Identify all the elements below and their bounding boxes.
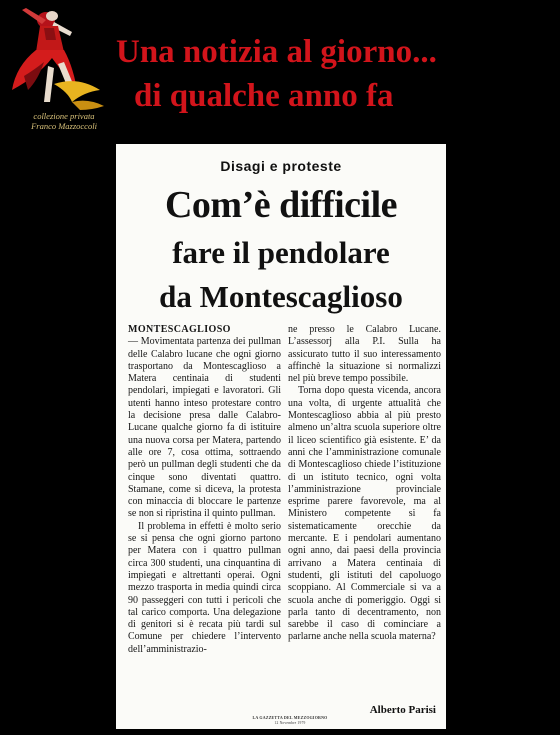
logo-caption-line1: collezione privata [33,111,95,121]
banner-line2: di qualche anno fa [134,78,394,114]
masthead-date: 12 Novembre 1979 [274,720,306,725]
headline-line1: Com’è difficile [164,184,398,226]
article-paragraph: Torna dopo questa vicenda, ancora una volta, di urgente attualità che Montescaglioso abbia al più presto almeno un’altra scuola superiore oltre il liceo scientifico già esistente. E’ da anni che l’amministrazione comunale di Montescaglioso chiede l’istituzione di un istituto tecnico, ogni volta l’amministrazione provinciale esprime parere favorevole, ma al Ministero competente si fa sistematicamente orecchie da mercante. E i pendolari aumentano ogni anno, dai paesi della provincia arrivano a Matera centinaia di studenti, gli istituti del capoluogo scoppiano. Al Commerciale si va a scuola anche di pomeriggio. Oggi si parla tanto di decentramento, non sarebbe il caso di cominciare a parlarne anche nella scuola materna? [288,385,441,643]
newspaper-masthead [250,716,330,725]
banner-line1: Una notizia al giorno... [116,34,437,70]
logo-caption-line2: Franco Mazzoccoli [31,121,97,131]
article-byline: Alberto Parisi [369,704,436,716]
headline-line2: fare il pendolare [172,235,390,270]
article-paragraph: — Movimentata partenza dei pullman delle Calabro lucane che ogni giorno trasportano da Montescaglioso a Matera centinaia di studenti pendolari, impiegati e lavoratori. Gli utenti hanno inteso protestare contro la decisione presa dalle Calabro-Lucane qualche giorno fa di istituire una nuova corsa per Matera, partendo alle ore 7, cosa ottima, sottraendo però un pullman degli studenti che da cinque sono diventati quattro. Stamane, come si diceva, la protesta con minaccia di bloccare le partenze se non si ripristina il quinto pullman. [128,336,281,520]
article-column-1 [128,324,281,656]
masthead-name: LA GAZZETTA DEL MEZZOGIORNO [252,715,328,720]
article-paragraph: ne presso le Calabro Lucane. L’assessorj alla P.I. Sulla ha assicurato tutto il suo interessamento affinchè la situazione si normalizzi nel più breve tempo possibile. [288,324,441,385]
newspaper-clipping [116,144,446,729]
article-dateline: MONTESCAGLIOSO [128,324,231,335]
article-kicker: Disagi e proteste [220,158,342,174]
dancer-figure-icon [8,6,112,116]
article-column-2 [288,324,441,644]
logo-caption [18,111,110,131]
headline-line3: da Montescaglioso [159,279,403,314]
article-paragraph: Il problema in effetti è molto serio se si pensa che ogni giorno partono per Matera con i quattro pullman circa 300 studenti, una cinquantina di impiegati e altrettanti operai. Ogni mezzo trasporta in media quindi circa 90 passeggeri con tutti i pericoli che tal carico comporta. Una delegazione di genitori si è recata più tardi sul Comune per chiedere l’intervento dell’amministrazio- [128,520,281,655]
